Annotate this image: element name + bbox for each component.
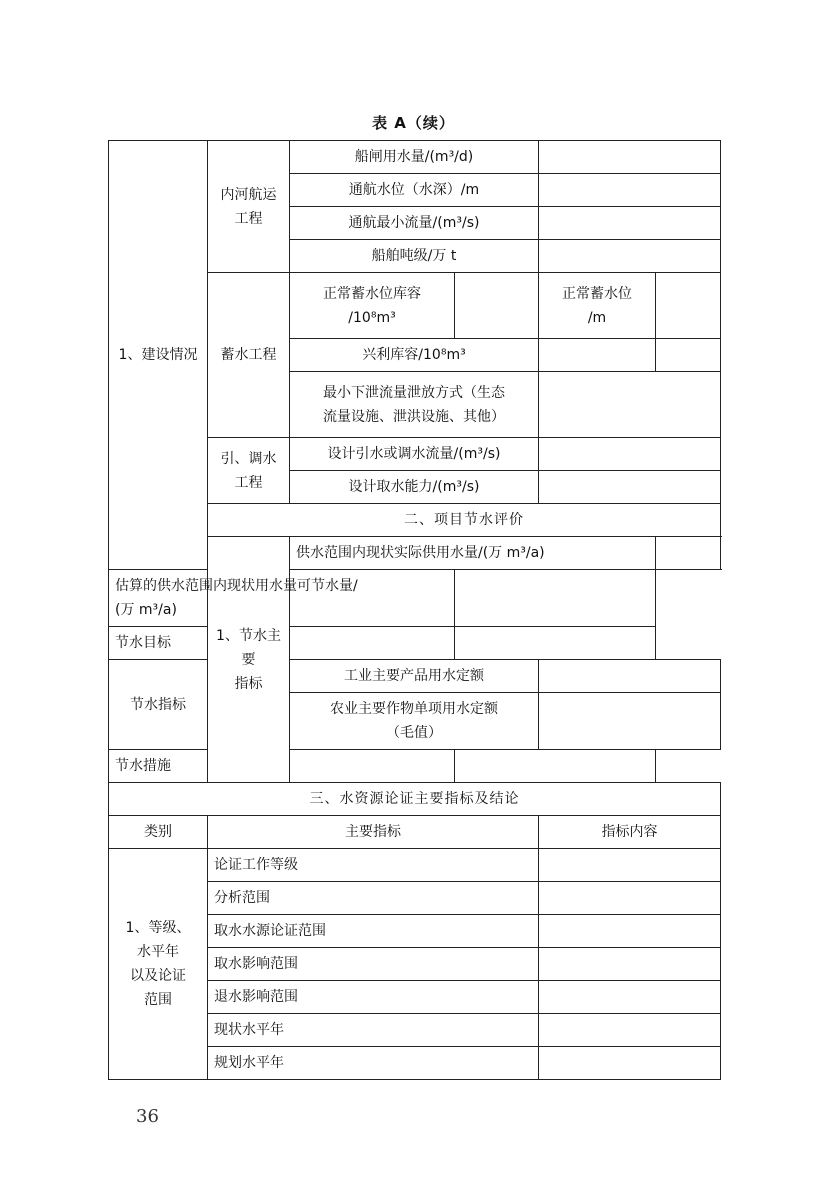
industrial-quota-label: 工业主要产品用水定额 [290,660,539,693]
agri-quota-label: 农业主要作物单项用水定额 （毛值） [290,693,539,750]
actual-supply-label: 供水范围内现状实际供用水量/(万 m³/a) [290,537,656,570]
section3-title: 三、水资源论证主要指标及结论 [109,783,721,816]
min-flow-method-value[interactable] [539,372,721,438]
saving-target-value[interactable] [455,627,656,660]
useful-capacity-label: 兴利库容/10⁸m³ [290,339,539,372]
design-intake-capacity-value[interactable] [539,471,721,504]
construction-category: 1、建设情况 [109,141,208,570]
design-diversion-flow-value[interactable] [539,438,721,471]
list-item: 退水影响范围 [208,981,539,1014]
nav-water-level-label: 通航水位（水深）/m [290,174,539,207]
list-item: 取水水源论证范围 [208,915,539,948]
header-main-indicator: 主要指标 [208,816,539,849]
inland-nav-label: 内河航运 工程 [208,141,290,273]
saving-indicator-label: 节水指标 [109,660,208,750]
list-item: 论证工作等级 [208,849,539,882]
normal-level-label: 正常蓄水位 /m [539,273,656,339]
design-intake-capacity-label: 设计取水能力/(m³/s) [290,471,539,504]
list-item: 规划水平年 [208,1047,539,1080]
list-item-value[interactable] [539,981,721,1014]
list-item-value[interactable] [539,1014,721,1047]
list-item-value[interactable] [539,849,721,882]
nav-min-flow-label: 通航最小流量/(m³/s) [290,207,539,240]
header-category: 类别 [109,816,208,849]
saving-measures-label: 节水措施 [109,750,455,783]
useful-capacity-value-2[interactable] [656,339,721,372]
design-diversion-flow-label: 设计引水或调水流量/(m³/s) [290,438,539,471]
section2-title: 二、项目节水评价 [208,504,721,537]
page-number: 36 [136,1106,159,1127]
grade-scope-category: 1、等级、 水平年 以及论证 范围 [109,849,208,1080]
list-item: 取水影响范围 [208,948,539,981]
nav-min-flow-value[interactable] [539,207,721,240]
list-item: 分析范围 [208,882,539,915]
saving-potential-label: 估算的供水范围内现状用水量可节水量/ (万 m³/a) [109,570,455,627]
list-item-value[interactable] [539,948,721,981]
assessment-table [108,140,721,1080]
water-saving-category: 1、节水主要 指标 [208,537,290,783]
list-item-value[interactable] [539,882,721,915]
header-indicator-content: 指标内容 [539,816,721,849]
industrial-quota-value[interactable] [539,660,721,693]
lock-water-use-value[interactable] [539,141,721,174]
table-caption: 表 A（续） [372,114,455,132]
nav-water-level-value[interactable] [539,174,721,207]
normal-capacity-value[interactable] [455,273,539,339]
storage-label: 蓄水工程 [208,273,290,438]
saving-target-label: 节水目标 [109,627,455,660]
normal-capacity-label: 正常蓄水位库容 /10⁸m³ [290,273,455,339]
ship-tonnage-label: 船舶吨级/万 t [290,240,539,273]
useful-capacity-value-1[interactable] [539,339,656,372]
list-item-value[interactable] [539,1047,721,1080]
normal-level-value[interactable] [656,273,721,339]
ship-tonnage-value[interactable] [539,240,721,273]
agri-quota-value[interactable] [539,693,721,750]
actual-supply-value[interactable] [656,537,721,570]
list-item-value[interactable] [539,915,721,948]
diversion-label: 引、调水 工程 [208,438,290,504]
list-item: 现状水平年 [208,1014,539,1047]
lock-water-use-label: 船闸用水量/(m³/d) [290,141,539,174]
min-flow-method-label: 最小下泄流量泄放方式（生态 流量设施、泄洪设施、其他） [290,372,539,438]
saving-potential-value[interactable] [455,570,656,627]
saving-measures-value[interactable] [455,750,656,783]
